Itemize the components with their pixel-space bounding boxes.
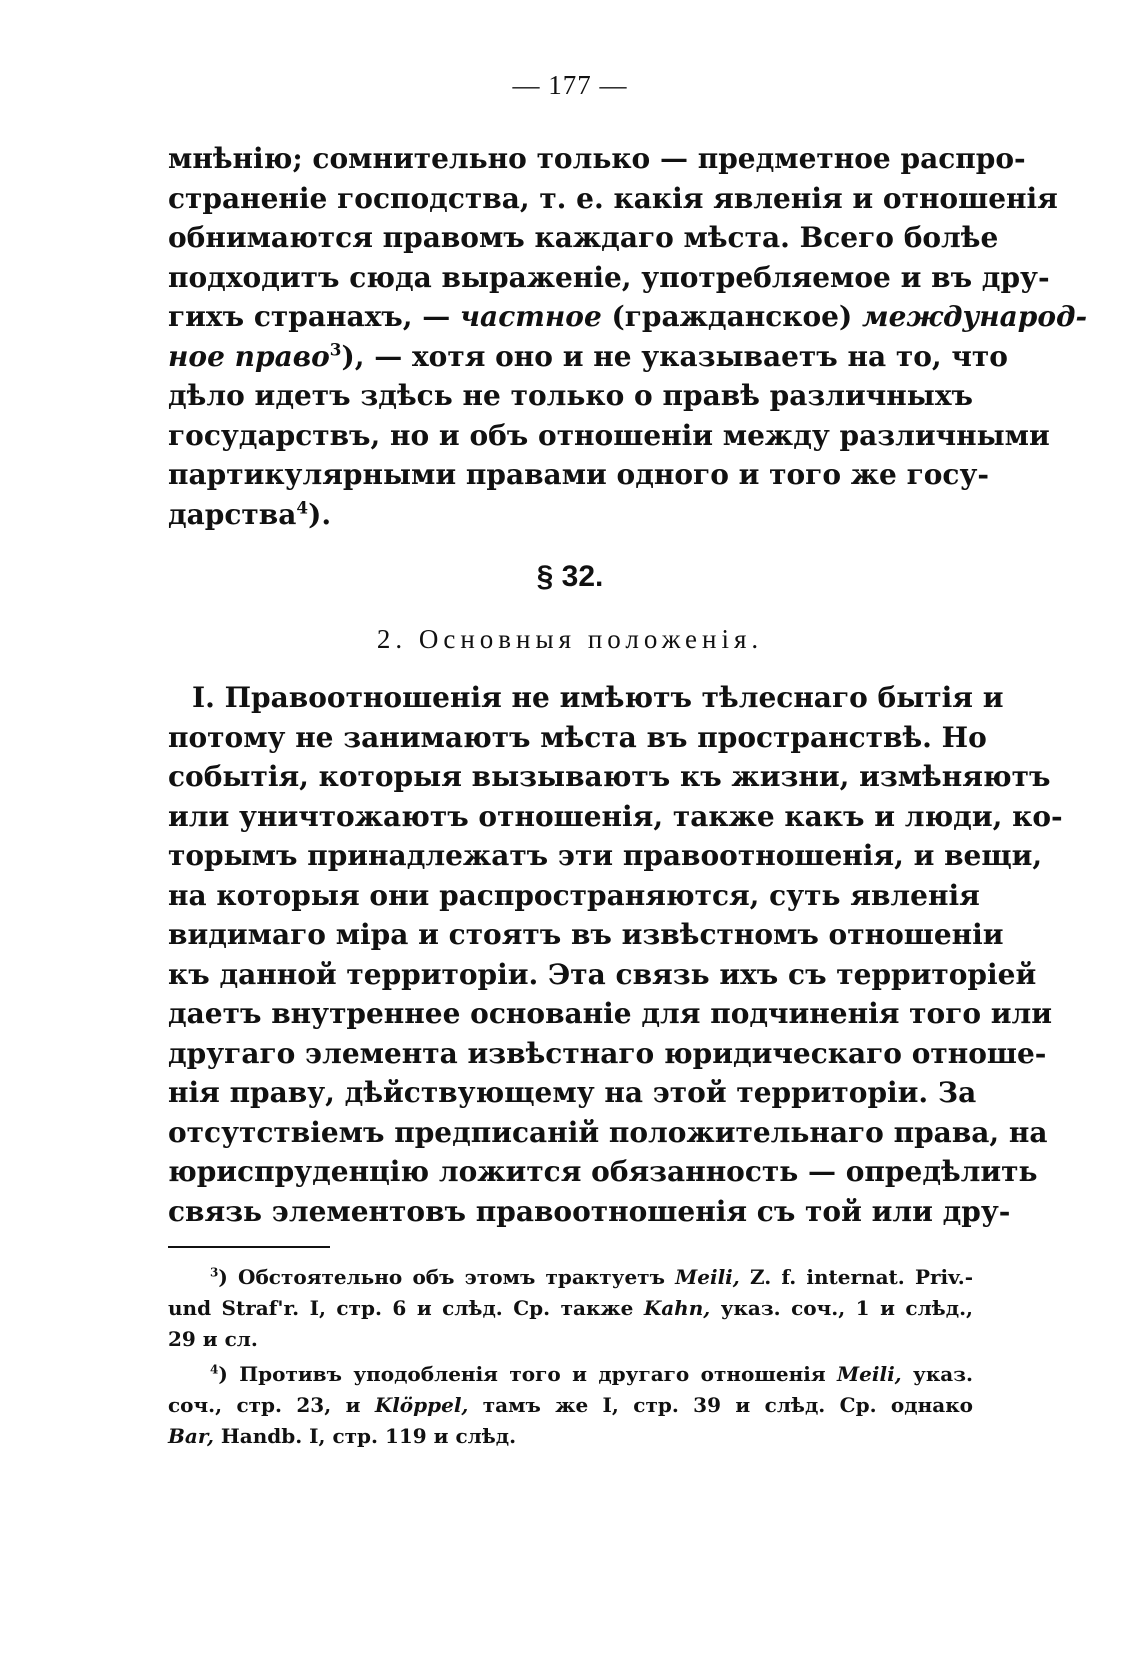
footnote-ref: 4 [296, 497, 309, 518]
footnote-3 [168, 1262, 973, 1355]
text-run: (гражданское) [601, 300, 862, 333]
text-run: дарства [168, 497, 297, 531]
text-run: ) Обстоятельно объ этомъ трактуетъ [218, 1265, 676, 1289]
text-line: I. Правоотношенія не имѣютъ тѣлеснаго бытія и [192, 681, 1004, 714]
text-line: страненіе господства, т. е. какія явленія и отношенія [168, 181, 1058, 215]
footnote-line [168, 1390, 973, 1421]
text-line: юриспруденцію ложится обязанность — опредѣлить [168, 1155, 1038, 1188]
italic-author: Kahn, [643, 1296, 711, 1320]
footnote-line: 29 и сл. [168, 1327, 258, 1351]
footnote-divider [168, 1246, 330, 1248]
text-run: Z. f. internat. Priv.- [739, 1265, 973, 1289]
text-line: государствъ, но и объ отношеніи между различными [168, 418, 1050, 452]
text-line [168, 297, 1088, 337]
text-run: указ. соч., 1 и слѣд., [710, 1296, 973, 1320]
italic-author: Meili, [837, 1362, 902, 1386]
text-line: связь элементовъ правоотношенія съ той или дру- [168, 1194, 1011, 1228]
text-run: соч., стр. 23, и [168, 1393, 375, 1417]
text-line: видимаго міра и стоятъ въ извѣстномъ отношеніи [168, 918, 1004, 951]
text-run: ), — хотя оно и не указываетъ на то, что [341, 339, 1008, 373]
section-title: 2. Основныя положенія. [376, 624, 764, 654]
footnote-marker: 4 [210, 1362, 219, 1377]
footnote-4 [168, 1359, 973, 1452]
text-line: подходитъ сюда выраженіе, употребляемое и въ дру- [168, 260, 1050, 294]
text-line: событія, которыя вызываютъ къ жизни, измѣняютъ [168, 760, 1051, 793]
text-run: und Straf'r. I, стр. 6 и слѣд. Ср. также [168, 1296, 644, 1320]
italic-author: Bar, [168, 1424, 214, 1448]
text-line: партикулярными правами одного и того же госу- [168, 458, 990, 491]
italic-term: ное право [168, 339, 330, 373]
italic-term: международ- [861, 300, 1088, 333]
text-run: Handb. I, стр. 119 и слѣд. [213, 1424, 517, 1448]
text-run: ). [308, 497, 332, 531]
text-run: указ. [901, 1362, 973, 1386]
text-line: потому не занимаютъ мѣста въ пространствѣ. Но [168, 720, 987, 754]
text-run: тамъ же I, стр. 39 и слѣд. Ср. однако [468, 1393, 973, 1417]
footnote-line [168, 1421, 973, 1452]
italic-author: Klöppel, [374, 1393, 469, 1417]
text-line: или уничтожаютъ отношенія, также какъ и люди, ко- [168, 799, 1063, 833]
text-line: на которыя они распространяются, суть явленія [168, 878, 980, 912]
text-line: къ данной территоріи. Эта связь ихъ съ территоріей [168, 957, 1037, 991]
text-line: нія праву, дѣйствующему на этой территоріи. За [168, 1076, 977, 1109]
text-line [168, 337, 1008, 377]
page-number: — 177 — [512, 70, 628, 100]
paragraph-1 [168, 139, 1088, 534]
text-run: ) Противъ уподобленія того и другаго отношенія [218, 1362, 838, 1386]
text-line: другаго элемента извѣстнаго юридическаго отноше- [168, 1036, 1047, 1070]
italic-term: частное [460, 300, 602, 333]
footnote-line [168, 1262, 973, 1293]
italic-author: Meili, [675, 1265, 740, 1289]
footnote-ref: 3 [329, 339, 342, 360]
footnote-line [168, 1359, 973, 1390]
footnotes [168, 1262, 973, 1452]
text-line: мнѣнію; сомнительно только — предметное распро- [168, 142, 1026, 175]
text-line: торымъ принадлежатъ эти правоотношенія, и вещи, [168, 839, 1043, 872]
paragraph-2 [168, 678, 1063, 1231]
text-line: обнимаются правомъ каждаго мѣста. Всего болѣе [168, 221, 999, 254]
text-line [168, 495, 973, 535]
footnote-line [168, 1293, 973, 1324]
text-line: дѣло идетъ здѣсь не только о правѣ различныхъ [168, 379, 973, 412]
section-number: § 32. [536, 560, 604, 593]
text-line: даетъ внутреннее основаніе для подчиненія того или [168, 997, 1053, 1030]
text-line: отсутствіемъ предписаній положительнаго права, на [168, 1115, 1048, 1149]
footnote-marker: 3 [210, 1265, 219, 1280]
text-run: гихъ странахъ, — [168, 300, 461, 333]
